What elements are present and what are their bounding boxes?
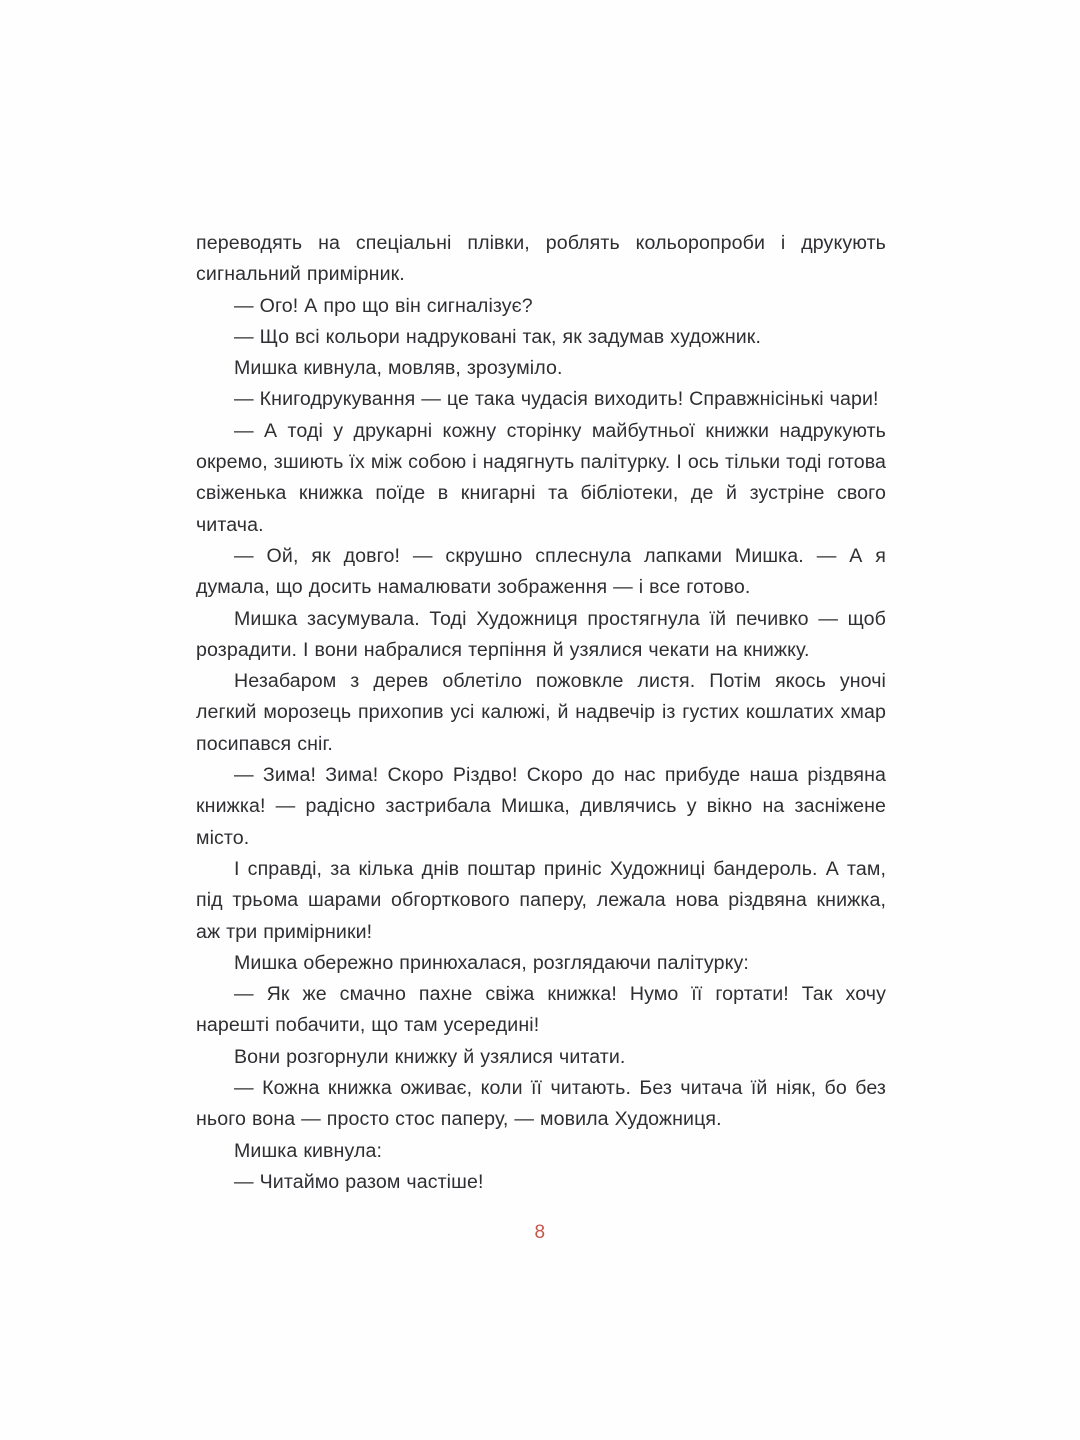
paragraph: — Як же смачно пахне свіжа книжка! Нумо її гортати! Так хочу нарешті побачити, що там усередині! [196, 983, 886, 1037]
paragraph: Незабаром з дерев облетіло пожовкле листя. Потім якось уночі легкий морозець прихопив усі калюжі, й надвечір із густих кошлатих хмар посипався сніг. [196, 670, 886, 755]
paragraph: — Книгодрукування — це така чудасія виходить! Справжнісінькі чари! [234, 388, 879, 411]
paragraph: — Кожна книжка оживає, коли її читають. Без читача їй ніяк, бо без нього вона — просто стос паперу, — мовила Художниця. [196, 1077, 886, 1131]
paragraph: — Що всі кольори надруковані так, як задумав художник. [234, 325, 762, 348]
paragraph: переводять на спеціальні плівки, роблять кольоропроби і друкують сигнальний примірник. [196, 232, 886, 286]
paragraph: І справді, за кілька днів поштар приніс Художниці бандероль. А там, під трьома шарами обгорткового паперу, лежала нова різдвяна книжка, аж три примірники! [196, 857, 886, 943]
paragraph: Мишка кивнула, мовляв, зрозуміло. [234, 357, 563, 380]
paragraph: — А тоді у друкарні кожну сторінку майбутньої книжки надрукують окремо, зшиють їх між собою і надягнуть палітурку. І ось тільки тоді готова свіженька книжка поїде в книгарні та бібліотеки, де й зустріне свого читача. [196, 419, 886, 536]
paragraph: — Ой, як довго! — скрушно сплеснула лапками Мишка. — А я думала, що досить намалювати зображення — і все готово. [196, 544, 886, 599]
paragraph: Мишка кивнула: [234, 1139, 383, 1162]
paragraph: Мишка засумувала. Тоді Художниця простягнула їй печивко — щоб розрадити. І вони набралися терпіння й узялися чекати на книжку. [196, 607, 886, 661]
paragraph: — Читаймо разом частіше! [234, 1170, 484, 1193]
paragraph: Мишка обережно принюхалася, розглядаючи палітурку: [234, 951, 749, 974]
page-body-text [196, 228, 886, 1198]
paragraph: — Ого! А про що він сигналізує? [234, 294, 533, 317]
paragraph: Вони розгорнули книжку й узялися читати. [234, 1045, 626, 1068]
paragraph: — Зима! Зима! Скоро Різдво! Скоро до нас прибуде наша різдвяна книжка! — радісно застрибала Мишка, дивлячись у вікно на засніжене місто. [196, 764, 886, 849]
page-number: 8 [534, 1222, 546, 1243]
